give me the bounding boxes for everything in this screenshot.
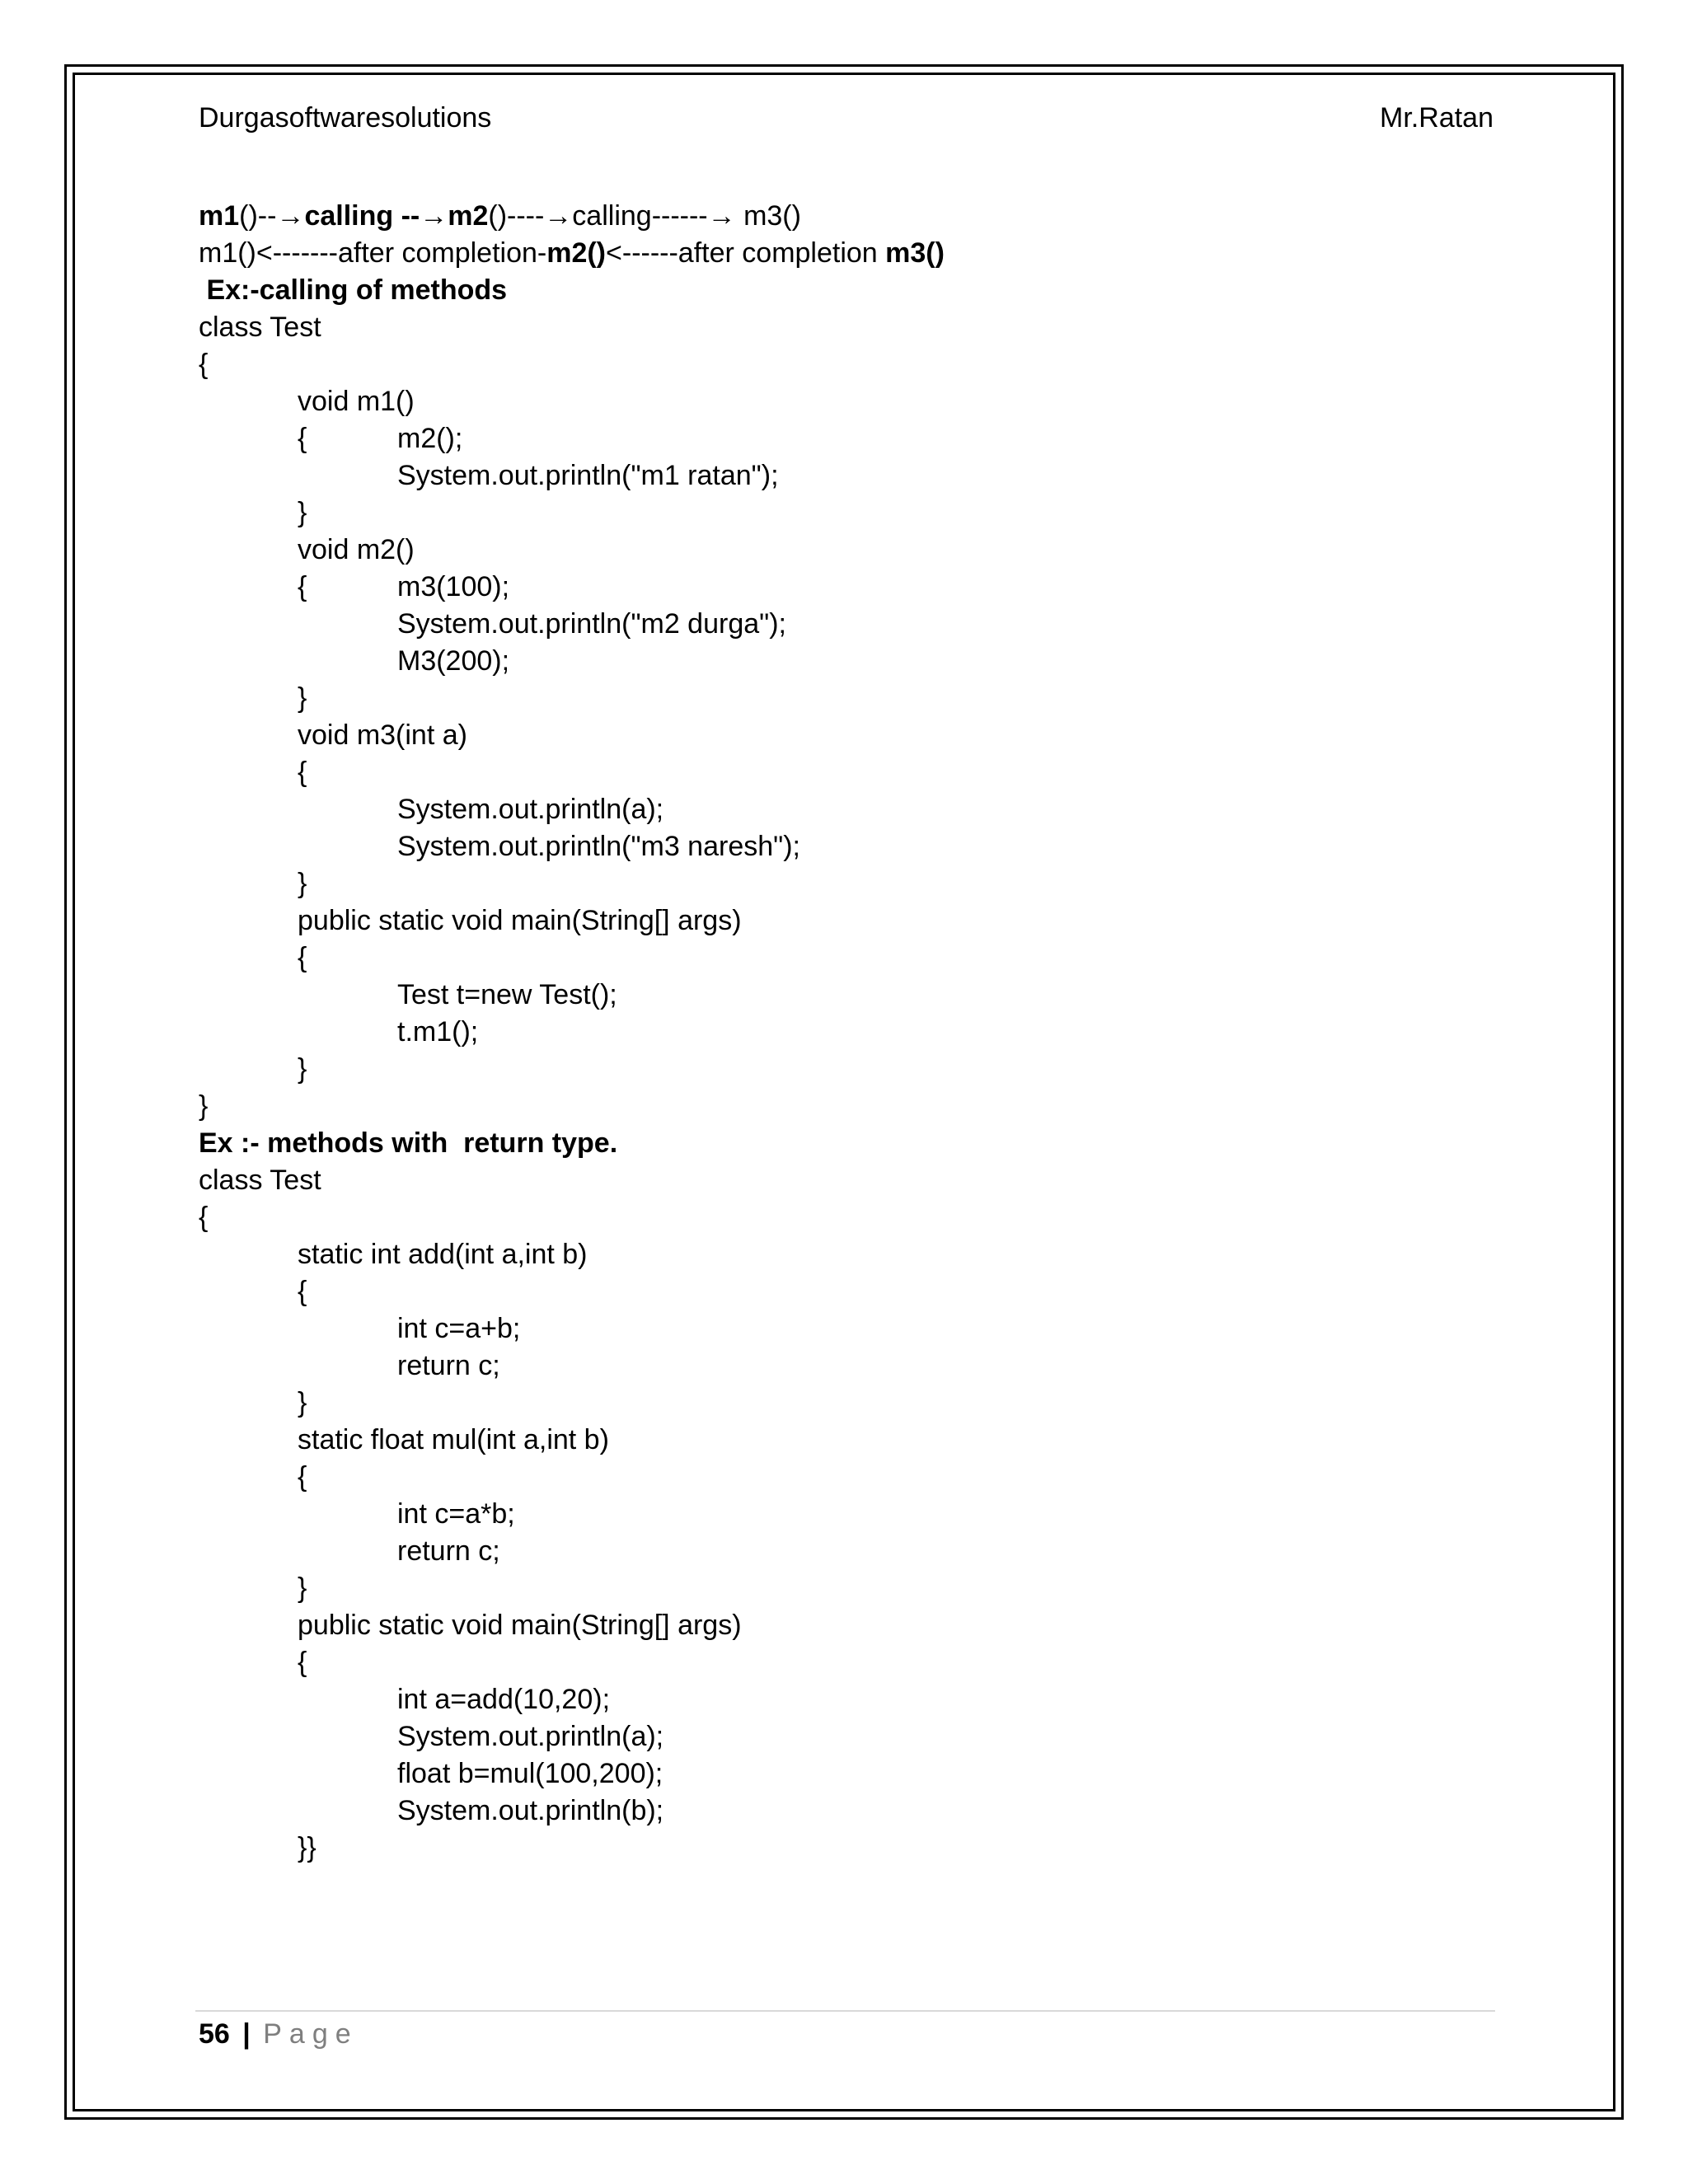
flow-calling-m2: →calling --→m2 xyxy=(276,200,489,232)
code-line: } xyxy=(298,1053,307,1085)
header-company: Durgasoftwaresolutions xyxy=(199,102,492,134)
code-line: Test t=new Test(); xyxy=(397,979,617,1010)
code-line: int c=a+b; xyxy=(397,1313,521,1344)
code-line: class Test xyxy=(199,1165,321,1196)
code-line: { xyxy=(298,757,307,788)
return-flow-m3: m3() xyxy=(885,237,945,269)
code-line: return c; xyxy=(397,1350,500,1381)
code-line: class Test xyxy=(199,312,321,343)
code-line: } xyxy=(298,1572,307,1604)
code-line: System.out.println("m3 naresh"); xyxy=(397,831,800,862)
example2-title xyxy=(199,1125,945,1162)
code-line: System.out.println("m2 durga"); xyxy=(397,608,786,640)
page-label: Page xyxy=(263,2018,359,2050)
flow-m1: m1 xyxy=(199,200,240,232)
code-line: void m3(int a) xyxy=(298,719,467,751)
code-line: { xyxy=(298,1647,307,1678)
header-author: Mr.Ratan xyxy=(1380,102,1493,134)
code-line: { xyxy=(298,1276,307,1307)
code-line: static int add(int a,int b) xyxy=(298,1239,588,1270)
example1-title xyxy=(199,272,945,309)
code-brace: { xyxy=(298,571,307,602)
code-line: } xyxy=(298,868,307,899)
page-content xyxy=(199,198,945,1867)
page-footer xyxy=(199,2016,359,2052)
code-text: m3(100); xyxy=(397,571,510,602)
code-line: System.out.println(b); xyxy=(397,1795,664,1826)
code-line: } xyxy=(298,497,307,528)
return-flow-c: <------after completion xyxy=(606,237,886,269)
code-line: } xyxy=(298,1387,307,1418)
code-line: public static void main(String[] args) xyxy=(298,1610,742,1641)
code-line: public static void main(String[] args) xyxy=(298,905,742,936)
footer-separator: | xyxy=(242,2018,251,2050)
code-brace: { xyxy=(298,423,307,454)
return-flow-line xyxy=(199,235,945,272)
code-line: }} xyxy=(298,1832,316,1863)
code-line: void m1() xyxy=(298,386,415,417)
code-line: static float mul(int a,int b) xyxy=(298,1424,609,1455)
code-text: m2(); xyxy=(397,423,463,454)
code-line: { xyxy=(298,1461,307,1493)
code-line: void m2() xyxy=(298,534,415,565)
page-number: 56 xyxy=(199,2018,230,2050)
flow-paren: ()-- xyxy=(239,200,277,232)
flow-rest: ()----→calling------→ m3() xyxy=(488,200,801,232)
code-line: M3(200); xyxy=(397,645,510,677)
example1-title-text: Ex:-calling of methods xyxy=(199,274,508,306)
code-line: return c; xyxy=(397,1535,500,1567)
code-line: System.out.println(a); xyxy=(397,794,664,825)
code-line: float b=mul(100,200); xyxy=(397,1758,663,1789)
code-line xyxy=(199,569,945,606)
code-line: int c=a*b; xyxy=(397,1498,515,1530)
code-line: int a=add(10,20); xyxy=(397,1684,611,1715)
code-line: } xyxy=(199,1090,209,1122)
return-flow-m2: m2() xyxy=(546,237,607,269)
code-line: } xyxy=(298,682,307,714)
return-flow-a: m1()<-------after completion- xyxy=(199,237,547,269)
footer-divider xyxy=(195,2010,1495,2012)
code-line: System.out.println(a); xyxy=(397,1721,664,1752)
code-line: System.out.println("m1 ratan"); xyxy=(397,460,779,491)
example2-title-text: Ex :- methods with return type. xyxy=(199,1127,618,1159)
code-line xyxy=(199,420,945,457)
code-line: { xyxy=(298,942,307,973)
code-line: t.m1(); xyxy=(397,1016,479,1047)
code-line: { xyxy=(199,1202,209,1233)
call-flow-line xyxy=(199,198,945,235)
code-line: { xyxy=(199,349,209,380)
